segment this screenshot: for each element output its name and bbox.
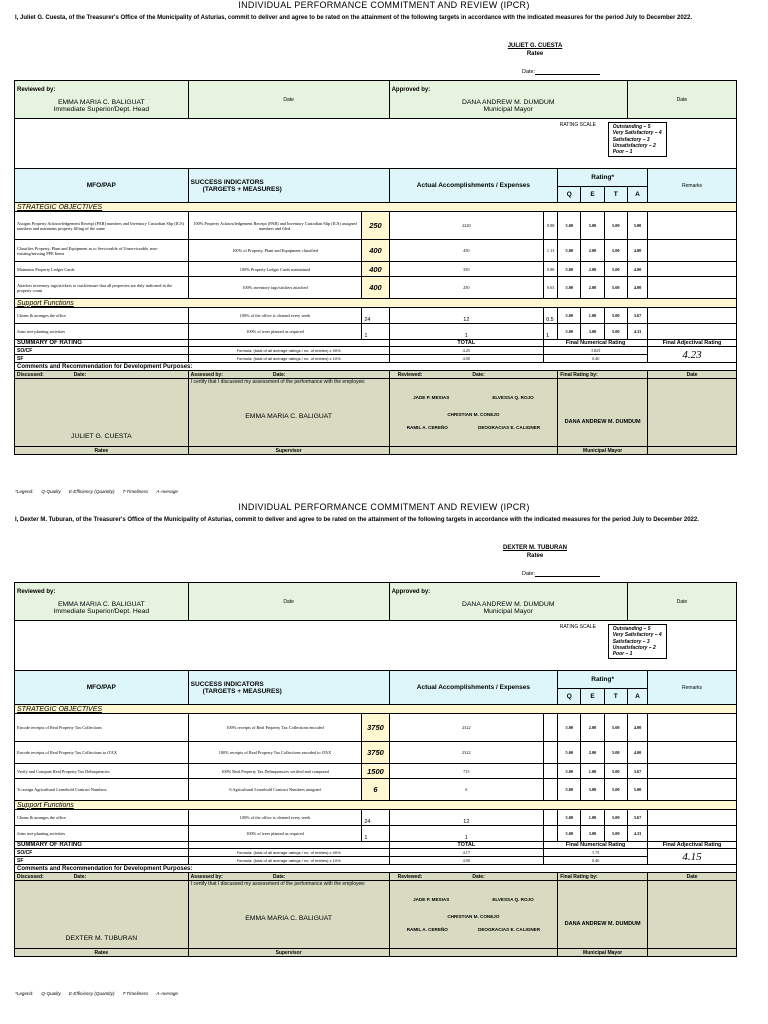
- reviewed-date-cell: Date: [188, 81, 389, 119]
- legend: *Legend: Q-Quality E-Efficiency (Quantity) T-Timeliness A-Average: [15, 991, 178, 996]
- so-cf-formula: Formula: (total of all average ratings / no. of entries) x 90%: [188, 347, 389, 355]
- target-cell: 400: [362, 262, 389, 277]
- total-label: TOTAL: [389, 340, 543, 347]
- a-cell: 4.00: [627, 240, 647, 262]
- e-cell: 1.00: [581, 308, 604, 324]
- col-rating: Rating*: [558, 671, 648, 689]
- footer-ratee: Ratee: [15, 447, 189, 455]
- success-indicator-cell: 100% receipts of Real Property Tax Collections encoded: [188, 714, 362, 742]
- reviewer-3: CHRISTIAN M. CONEJO: [447, 412, 500, 417]
- target-cell: 400: [362, 277, 389, 299]
- remarks-cell: [648, 826, 737, 842]
- a-cell: 4.33: [627, 324, 647, 340]
- reviewers-cell: [389, 379, 558, 447]
- actual-cell: 715: [389, 764, 543, 779]
- actual-cell: 2322: [389, 742, 543, 764]
- item-row: [15, 308, 737, 324]
- col-q: Q: [558, 187, 581, 203]
- fnr-label: Final Numerical Rating: [544, 340, 648, 347]
- remarks-cell: [648, 810, 737, 826]
- t-cell: 5.00: [604, 262, 627, 277]
- success-indicator-cell: 6 Agricultural Leasehold Contract Numbers assigned: [188, 779, 362, 801]
- success-indicator-cell: 100% of Property, Plant and Equipment classified: [188, 240, 362, 262]
- final-adjectival-rating: 4.23: [648, 347, 737, 363]
- so-cf-fnr: 3.75: [544, 849, 648, 857]
- mfo-cell: Joins tree planting activities: [15, 826, 189, 842]
- reviewer-4: RAMIL A. CEREÑO: [406, 927, 448, 932]
- scale-item: Unsatisfactory – 2: [612, 142, 656, 149]
- final-rating-date-header: Date: [648, 371, 737, 379]
- so-cf-total: 4.17: [389, 849, 543, 857]
- actual-cell: 450: [389, 240, 543, 262]
- a-cell: 5.00: [627, 212, 647, 240]
- reviewed-header: Reviewed: Date:: [389, 371, 558, 379]
- ratio-cell: 0.88: [544, 262, 558, 277]
- ratio-cell: [544, 764, 558, 779]
- mfo-cell: Maintains Property Ledger Cards: [15, 262, 189, 277]
- item-row: [15, 262, 737, 277]
- approver-name: DANA ANDREW M. DUMDUM: [461, 600, 555, 608]
- discussed-header: Discussed: Date:: [15, 873, 189, 881]
- success-indicator-cell: 100% of trees planted as required: [188, 324, 362, 340]
- col-t: T: [604, 187, 627, 203]
- success-indicator-cell: 100% Property Ledger Cards maintained: [188, 262, 362, 277]
- ratio-cell: 8.88: [544, 212, 558, 240]
- target-cell: 1: [362, 826, 389, 842]
- q-cell: 5.00: [558, 826, 581, 842]
- q-cell: 5.00: [558, 742, 581, 764]
- actual-cell: 1: [389, 324, 543, 340]
- discussed-name: JULIET G. CUESTA: [15, 379, 189, 447]
- target-cell: 1: [362, 324, 389, 340]
- assessed-name: EMMA MARIA C. BALIGUAT: [245, 413, 332, 420]
- intro-paragraph: I, Juliet G. Cuesta, of the Treasurer's Office of the Municipality of Asturias, commit to deliver and agree to be rated on the attainment of the following targets in accordance with the indicated measures for the period July to December 2022.: [15, 15, 693, 21]
- approver-title: Municipal Mayor: [483, 607, 533, 615]
- mfo-cell: To assign Agricultural Leasehold Contract Numbers: [15, 779, 189, 801]
- mfo-cell: Encode receipts of Real Property Tax Collections to iTAX: [15, 742, 189, 764]
- remarks-cell: [648, 212, 737, 240]
- a-cell: 5.00: [627, 779, 647, 801]
- a-cell: 4.33: [627, 826, 647, 842]
- col-e: E: [581, 187, 604, 203]
- col-success-indicators: SUCCESS INDICATORS (TARGETS + MEASURES): [188, 671, 389, 705]
- reviewer-5: DEOGRACIAS E. CALIGNER: [478, 927, 541, 932]
- rating-scale-cell: [558, 621, 737, 671]
- ratio-cell: 0.5: [544, 308, 558, 324]
- target-cell: 1500: [362, 764, 389, 779]
- col-mfo: MFO/PAP: [15, 169, 189, 203]
- footer-mayor: Municipal Mayor: [558, 949, 648, 957]
- remarks-cell: [648, 240, 737, 262]
- reviewer-1: JADE P. MESIAS: [413, 395, 450, 400]
- remarks-cell: [648, 742, 737, 764]
- success-indicator-cell: 100% Property Acknowledgement Receipt (PAR) and Inventory Custodian Slip (ICS) assigned numbers and filed.: [188, 212, 362, 240]
- item-row: [15, 779, 737, 801]
- reviewer-2: ELVESSA Q. ROJO: [492, 897, 534, 902]
- final-rater-name: DANA ANDREW M. DUMDUM: [558, 379, 648, 447]
- comments-label: Comments and Recommendation for Development Purposes:: [15, 363, 737, 371]
- success-indicator-cell: 100% receipts of Real Property Tax Collections encoded to iTAX: [188, 742, 362, 764]
- reviewer-name: EMMA MARIA C. BALIGUAT: [57, 600, 145, 608]
- approved-date-cell: Date: [627, 81, 736, 119]
- so-cf-total: 4.25: [389, 347, 543, 355]
- col-actual: Actual Accomplishments / Expenses: [389, 671, 558, 705]
- far-label: Final Adjectival Rating: [648, 340, 737, 347]
- reviewer-3: CHRISTIAN M. CONEJO: [447, 914, 500, 919]
- actual-cell: 12: [389, 810, 543, 826]
- t-cell: 5.00: [604, 240, 627, 262]
- so-cf-formula: Formula: (total of all average ratings / no. of entries) x 90%: [188, 849, 389, 857]
- support-functions-label: Support Functions: [15, 801, 737, 810]
- e-cell: 2.00: [581, 277, 604, 299]
- e-cell: 2.00: [581, 262, 604, 277]
- scale-item: Very Satisfactory – 4: [612, 632, 662, 639]
- reviewed-by-cell: [15, 583, 189, 621]
- sf-formula: Formula: (total of all average ratings / no. of entries) x 10%: [188, 355, 389, 363]
- target-cell: 250: [362, 212, 389, 240]
- target-cell: 400: [362, 240, 389, 262]
- final-rating-header: Final Rating by:: [558, 873, 648, 881]
- form-title: INDIVIDUAL PERFORMANCE COMMITMENT AND REVIEW (IPCR): [238, 0, 530, 10]
- a-cell: 3.67: [627, 308, 647, 324]
- reviewer-title: Immediate Superior/Dept. Head: [53, 607, 150, 615]
- ratee-name: JULIET G. CUESTA: [507, 43, 563, 49]
- approved-by-cell: [389, 583, 627, 621]
- rating-scale-legend: [608, 122, 667, 157]
- item-row: [15, 240, 737, 262]
- ratio-cell: 1: [544, 324, 558, 340]
- col-q: Q: [558, 689, 581, 705]
- t-cell: 5.00: [604, 810, 627, 826]
- sf-label: SF: [15, 355, 189, 363]
- assessed-header: Assessed by: Date:: [188, 371, 389, 379]
- target-cell: 3750: [362, 714, 389, 742]
- t-cell: 5.00: [604, 714, 627, 742]
- approved-by-label: Approved by:: [391, 588, 431, 595]
- intro-paragraph: I, Dexter M. Tuburan, of the Treasurer's Office of the Municipality of Asturias, commit to deliver and agree to be rated on the attainment of the following targets in accordance with the indicated measures for the period July to December 2022.: [15, 517, 699, 523]
- col-t: T: [604, 689, 627, 705]
- ratee-signature: [470, 43, 600, 58]
- reviewer-title: Immediate Superior/Dept. Head: [53, 105, 150, 113]
- q-cell: 5.00: [558, 764, 581, 779]
- ratio-cell: [544, 826, 558, 842]
- strategic-objectives-label: STRATEGIC OBJECTIVES: [15, 705, 737, 714]
- actual-cell: 1: [389, 826, 543, 842]
- remarks-cell: [648, 324, 737, 340]
- actual-cell: 2220: [389, 212, 543, 240]
- t-cell: 5.00: [604, 742, 627, 764]
- final-rating-date-header: Date: [648, 873, 737, 881]
- footer-supervisor: Supervisor: [188, 949, 389, 957]
- scale-item: Poor – 1: [612, 651, 633, 658]
- mfo-cell: Cleans & arranges the office: [15, 308, 189, 324]
- t-cell: 5.00: [604, 324, 627, 340]
- footer-ratee: Ratee: [15, 949, 189, 957]
- scale-item: Outstanding – 5: [612, 626, 651, 632]
- reviewer-name: EMMA MARIA C. BALIGUAT: [57, 98, 145, 106]
- sf-total: 4.00: [389, 355, 543, 363]
- so-cf-label: SO/CF: [15, 347, 189, 355]
- total-label: TOTAL: [389, 842, 543, 849]
- a-cell: 4.00: [627, 742, 647, 764]
- e-cell: 3.00: [581, 324, 604, 340]
- reviewer-2: ELVESSA Q. ROJO: [492, 395, 534, 400]
- scale-item: Very Satisfactory – 4: [612, 130, 662, 137]
- t-cell: 5.00: [604, 826, 627, 842]
- so-cf-label: SO/CF: [15, 849, 189, 857]
- sf-total: 4.00: [389, 857, 543, 865]
- mfo-cell: Attaches inventory tags/stickers to track/ensure that all properties are duly indicated in the property count: [15, 277, 189, 299]
- item-row: [15, 764, 737, 779]
- reviewed-by-label: Reviewed by:: [17, 588, 56, 595]
- col-rating: Rating*: [558, 169, 648, 187]
- t-cell: 5.00: [604, 308, 627, 324]
- success-indicator-cell: 100% of the office is cleaned every week: [188, 308, 362, 324]
- sf-formula: Formula: (total of all average ratings / no. of entries) x 10%: [188, 857, 389, 865]
- ratio-cell: [544, 779, 558, 801]
- sf-fnr: 0.40: [544, 355, 648, 363]
- reviewed-date-cell: Date: [188, 583, 389, 621]
- col-a: A: [627, 187, 647, 203]
- item-row: [15, 324, 737, 340]
- actual-cell: 2322: [389, 714, 543, 742]
- t-cell: 5.00: [604, 277, 627, 299]
- actual-cell: 12: [389, 308, 543, 324]
- item-row: [15, 826, 737, 842]
- item-row: [15, 714, 737, 742]
- q-cell: 5.00: [558, 240, 581, 262]
- support-functions-label: Support Functions: [15, 299, 737, 308]
- reviewer-1: JADE P. MESIAS: [413, 897, 450, 902]
- rating-scale-label: RATING SCALE: [559, 624, 597, 630]
- scale-item: Satisfactory – 3: [612, 638, 650, 645]
- a-cell: 4.00: [627, 714, 647, 742]
- col-e: E: [581, 689, 604, 705]
- approved-by-label: Approved by:: [391, 86, 431, 93]
- item-row: [15, 742, 737, 764]
- col-success-indicators: SUCCESS INDICATORS (TARGETS + MEASURES): [188, 169, 389, 203]
- approver-title: Municipal Mayor: [483, 105, 533, 113]
- a-cell: 3.67: [627, 764, 647, 779]
- approved-date-cell: Date: [627, 583, 736, 621]
- assessed-name: EMMA MARIA C. BALIGUAT: [245, 915, 332, 922]
- approver-name: DANA ANDREW M. DUMDUM: [461, 98, 555, 106]
- final-rater-name: DANA ANDREW M. DUMDUM: [558, 881, 648, 949]
- q-cell: 5.00: [558, 810, 581, 826]
- e-cell: 1.00: [581, 810, 604, 826]
- col-a: A: [627, 689, 647, 705]
- assessed-cell: [188, 881, 389, 949]
- reviewed-by-label: Reviewed by:: [17, 86, 56, 93]
- so-cf-fnr: 3.825: [544, 347, 648, 355]
- q-cell: 5.00: [558, 714, 581, 742]
- ratee-label: Ratee: [526, 552, 544, 559]
- date-line: [522, 68, 600, 75]
- col-remarks: Remarks: [648, 169, 737, 203]
- certify-text: I certify that I discussed my assessment of the performance with the employee:: [190, 881, 366, 887]
- t-cell: 5.00: [604, 212, 627, 240]
- ipcr-table: [14, 80, 737, 455]
- q-cell: 5.00: [558, 324, 581, 340]
- summary-label: SUMMARY OF RATING: [15, 842, 189, 849]
- far-label: Final Adjectival Rating: [648, 842, 737, 849]
- a-cell: 4.00: [627, 262, 647, 277]
- ipcr-table: [14, 582, 737, 957]
- scale-item: Satisfactory – 3: [612, 136, 650, 143]
- item-row: [15, 212, 737, 240]
- rating-scale-cell: [558, 119, 737, 169]
- e-cell: 2.00: [581, 240, 604, 262]
- strategic-objectives-label: STRATEGIC OBJECTIVES: [15, 203, 737, 212]
- ratee-label: Ratee: [526, 50, 544, 57]
- ratio-cell: [544, 810, 558, 826]
- approved-by-cell: [389, 81, 627, 119]
- col-mfo: MFO/PAP: [15, 671, 189, 705]
- assessed-cell: [188, 379, 389, 447]
- remarks-cell: [648, 779, 737, 801]
- discussed-header: Discussed: Date:: [15, 371, 189, 379]
- scale-item: Poor – 1: [612, 149, 633, 156]
- reviewed-header: Reviewed: Date:: [389, 873, 558, 881]
- final-rating-header: Final Rating by:: [558, 371, 648, 379]
- mfo-cell: Classifies Property, Plant and Equipment as to Serviceable of Unserviceable, non-existing/missing PPE Items: [15, 240, 189, 262]
- item-row: [15, 277, 737, 299]
- reviewers-cell: [389, 881, 558, 949]
- success-indicator-cell: 100% inventory tags/stickers attached: [188, 277, 362, 299]
- discussed-name: DEXTER M. TUBURAN: [15, 881, 189, 949]
- t-cell: 5.00: [604, 764, 627, 779]
- legend: *Legend: Q-Quality E-Efficiency (Quantity) T-Timeliness A-Average: [15, 489, 178, 494]
- a-cell: 4.00: [627, 277, 647, 299]
- e-cell: 5.00: [581, 779, 604, 801]
- rating-scale-label: RATING SCALE: [559, 122, 597, 128]
- success-indicator-cell: 100% of trees planted as required: [188, 826, 362, 842]
- assessed-header: Assessed by: Date:: [188, 873, 389, 881]
- t-cell: 5.00: [604, 779, 627, 801]
- ratio-cell: 1.13: [544, 240, 558, 262]
- q-cell: 5.00: [558, 308, 581, 324]
- sf-fnr: 0.40: [544, 857, 648, 865]
- ratio-cell: 0.63: [544, 277, 558, 299]
- comments-label: Comments and Recommendation for Development Purposes:: [15, 865, 737, 873]
- remarks-cell: [648, 714, 737, 742]
- scale-item: Unsatisfactory – 2: [612, 644, 656, 651]
- ratee-name: DEXTER M. TUBURAN: [503, 545, 567, 551]
- remarks-cell: [648, 308, 737, 324]
- q-cell: 5.00: [558, 779, 581, 801]
- reviewer-4: RAMIL A. CEREÑO: [406, 425, 448, 430]
- ratio-cell: [544, 714, 558, 742]
- scale-item: Outstanding – 5: [612, 124, 651, 130]
- reviewed-by-cell: [15, 81, 189, 119]
- item-row: [15, 810, 737, 826]
- remarks-cell: [648, 277, 737, 299]
- e-cell: 3.00: [581, 826, 604, 842]
- target-cell: 6: [362, 779, 389, 801]
- col-actual: Actual Accomplishments / Expenses: [389, 169, 558, 203]
- e-cell: 1.00: [581, 764, 604, 779]
- ratee-signature: [470, 545, 600, 560]
- mfo-cell: Joins tree planting activities: [15, 324, 189, 340]
- footer-supervisor: Supervisor: [188, 447, 389, 455]
- remarks-cell: [648, 262, 737, 277]
- target-cell: 24: [362, 308, 389, 324]
- q-cell: 5.00: [558, 262, 581, 277]
- mfo-cell: Encode receipts of Real Property Tax Collections: [15, 714, 189, 742]
- mfo-cell: Assigns Property Acknowledgement Receipt (PAR) numbers and Inventory Custodian Slip (ICS) numbers and maintains property filling of the same: [15, 212, 189, 240]
- remarks-cell: [648, 764, 737, 779]
- a-cell: 3.67: [627, 810, 647, 826]
- e-cell: 5.00: [581, 212, 604, 240]
- success-indicator-cell: 100% of the office is cleaned every week: [188, 810, 362, 826]
- reviewer-5: DEOGRACIAS E. CALIGNER: [478, 425, 541, 430]
- e-cell: 2.00: [581, 742, 604, 764]
- target-cell: 3750: [362, 742, 389, 764]
- fnr-label: Final Numerical Rating: [544, 842, 648, 849]
- actual-cell: 250: [389, 277, 543, 299]
- rating-scale-legend: [608, 624, 667, 659]
- actual-cell: 350: [389, 262, 543, 277]
- e-cell: 2.00: [581, 714, 604, 742]
- form-title: INDIVIDUAL PERFORMANCE COMMITMENT AND REVIEW (IPCR): [238, 502, 530, 512]
- actual-cell: 6: [389, 779, 543, 801]
- success-indicator-cell: 100% Real Property Tax Delinquencies verified and computed: [188, 764, 362, 779]
- mfo-cell: Verify and Compute Real Property Tax Delinquencies: [15, 764, 189, 779]
- footer-mayor: Municipal Mayor: [558, 447, 648, 455]
- date-line: [522, 570, 600, 577]
- summary-label: SUMMARY OF RATING: [15, 340, 189, 347]
- date-label: Date:: [522, 69, 536, 75]
- q-cell: 5.00: [558, 212, 581, 240]
- col-remarks: Remarks: [648, 671, 737, 705]
- date-label: Date:: [522, 571, 536, 577]
- ratio-cell: [544, 742, 558, 764]
- final-adjectival-rating: 4.15: [648, 849, 737, 865]
- q-cell: 5.00: [558, 277, 581, 299]
- mfo-cell: Cleans & arranges the office: [15, 810, 189, 826]
- sf-label: SF: [15, 857, 189, 865]
- target-cell: 24: [362, 810, 389, 826]
- certify-text: I certify that I discussed my assessment of the performance with the employee:: [190, 379, 366, 385]
